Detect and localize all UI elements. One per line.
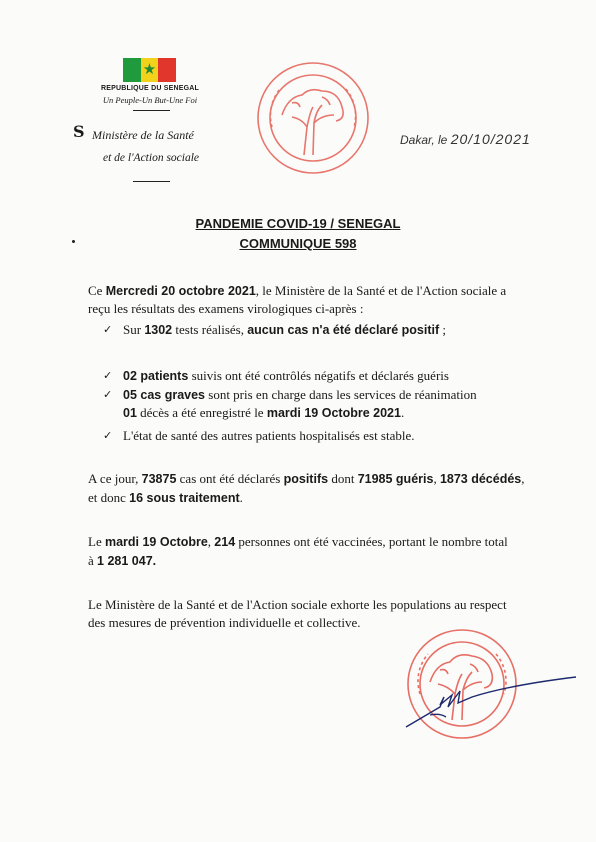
ministry-name-line2: et de l'Action sociale (103, 152, 200, 164)
date-value: 20/10/2021 (450, 131, 531, 147)
official-stamp-icon (252, 57, 374, 179)
checkmark-icon: ✓ (103, 323, 113, 336)
senegal-flag (123, 58, 176, 82)
communique-number: COMMUNIQUE 598 (239, 236, 357, 251)
closing-line2: des mesures de prévention individuelle et collective. (88, 615, 361, 630)
national-motto: Un Peuple-Un But-Une Foi (102, 95, 198, 105)
header-divider (133, 110, 170, 111)
bullet-recovered: 02 patients suivis ont été contrôlés négatifs et déclarés guéris (123, 368, 449, 383)
bullet-stable: L'état de santé des autres patients hospitalisés est stable. (123, 428, 415, 443)
document-title: PANDEMIE COVID-19 / SENEGAL (195, 216, 401, 231)
intro-line2: reçu les résultats des examens virologiques ci-après : (88, 301, 364, 316)
intro-line1: Ce Mercredi 20 octobre 2021, le Ministère de la Santé et de l'Action sociale a (88, 283, 507, 298)
bullet-deaths: 01 décès a été enregistré le mardi 19 Octobre 2021. (123, 405, 405, 420)
checkmark-icon: ✓ (103, 388, 113, 401)
bullet-severe: 05 cas graves sont pris en charge dans les services de réanimation (123, 387, 477, 402)
checkmark-icon: ✓ (103, 429, 113, 442)
vaccination-line2: à 1 281 047. (88, 553, 157, 568)
document-date (400, 131, 531, 147)
totals-line2: et donc 16 sous traitement. (88, 490, 243, 505)
ministry-name-line1: Ministère de la Santé (92, 128, 194, 142)
totals-line1: A ce jour, 73875 cas ont été déclarés positifs dont 71985 guéris, 1873 décédés, (88, 471, 525, 486)
bullet-tests: Sur 1302 tests réalisés, aucun cas n'a été déclaré positif ; (123, 322, 447, 337)
date-prefix: Dakar, le (400, 133, 448, 147)
ministry-logo-icon: S (73, 122, 85, 141)
republic-label: REPUBLIQUE DU SENEGAL (101, 85, 199, 92)
speck-mark (72, 240, 75, 243)
signature-icon (400, 655, 580, 735)
checkmark-icon: ✓ (103, 369, 113, 382)
closing-line1: Le Ministère de la Santé et de l'Action sociale exhorte les populations au respect (88, 597, 507, 612)
vaccination-line1: Le mardi 19 Octobre, 214 personnes ont été vaccinées, portant le nombre total (88, 534, 508, 549)
star-icon: ★ (142, 60, 157, 78)
header-divider (133, 181, 170, 182)
